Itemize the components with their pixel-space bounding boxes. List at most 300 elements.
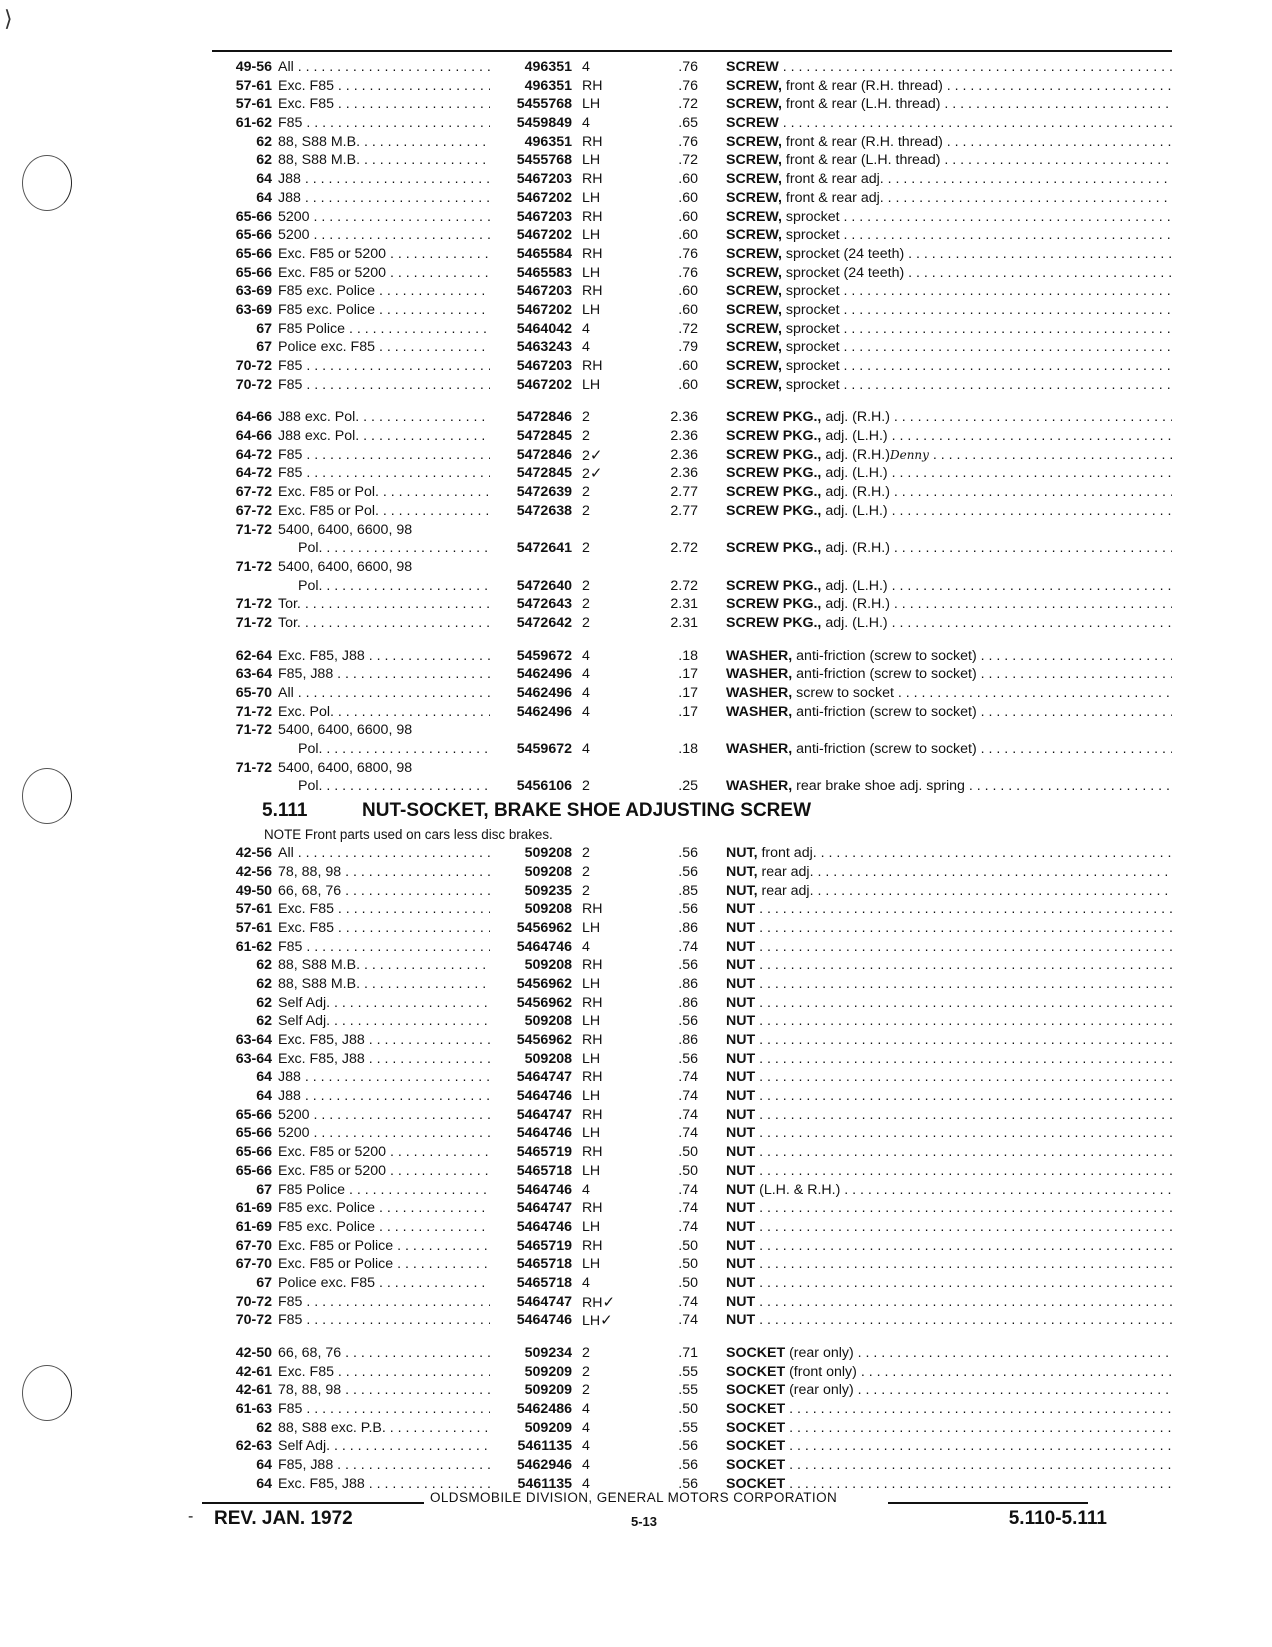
description-text [726,615,1172,631]
model-cell [278,1181,490,1200]
description-text [726,1200,1172,1216]
price-cell: .56 [678,845,698,862]
description-keyword: NUT [726,1200,756,1217]
description-detail: sprocket [781,301,840,318]
description-detail: (front only) [785,1363,857,1380]
table-row [198,1274,1174,1293]
price-cell: .74 [678,1181,698,1198]
quantity-text: LH [582,1013,601,1030]
description-keyword: WASHER, [726,703,793,720]
year-cell: 64 [256,171,272,188]
description-detail: sprocket [781,208,840,225]
model-text: Pol. . . . [298,578,490,594]
quantity-cell [582,684,612,703]
part-number-cell: 5464746 [516,1181,572,1198]
quantity-text: 2 [582,1382,590,1399]
description-text [726,59,1172,75]
description-keyword: NUT [726,1237,756,1254]
footer-section-range: 5.110-5.111 [1008,1508,1107,1529]
quantity-text: 4 [582,741,590,758]
model-cell [278,521,490,540]
description-cell [726,1218,1172,1237]
model-cell [278,721,490,740]
quantity-cell [582,77,612,96]
quantity-text: 2 [582,1345,590,1361]
part-number-cell: 509209 [524,1382,572,1399]
model-cell [278,1437,490,1456]
description-text [726,428,1172,444]
year-cell: 64 [256,1475,272,1492]
description-text [726,578,1172,594]
quantity-text: 4 [582,59,590,75]
model-cell [278,77,490,96]
price-cell: 2.36 [670,465,698,482]
quantity-text: 2 [582,428,590,445]
table-row [198,245,1174,264]
model-cell [278,1274,490,1293]
model-text: F85 . . . [278,447,490,463]
table-row [198,226,1174,245]
quantity-cell [582,1419,612,1438]
table-row [198,1106,1174,1125]
quantity-cell [582,1292,616,1313]
quantity-cell [582,189,612,208]
quantity-text: LH [582,376,601,393]
quantity-text: 4 [582,339,590,356]
quantity-cell [582,647,612,666]
description-detail: sprocket [781,376,840,393]
description-keyword: WASHER, [726,685,793,701]
table-row [198,189,1174,208]
description-text [726,503,1172,519]
description-text [726,339,1172,355]
model-cell [278,483,490,502]
price-cell: .86 [678,994,698,1011]
table-row [198,558,1174,577]
year-cell: 67 [256,1181,272,1198]
model-cell [278,502,490,521]
quantity-text: 2 [582,466,590,483]
description-keyword: NUT [726,957,756,974]
quantity-cell [582,1050,612,1069]
year-cell: 57-61 [235,901,272,918]
quantity-text: RH [582,1200,603,1217]
model-text: Pol. . . . [298,778,490,794]
quantity-cell [582,1400,612,1419]
model-cell [278,975,490,994]
year-cell: 63-64 [235,666,272,683]
quantity-text: 4 [582,115,590,132]
description-cell [726,740,1172,759]
description-text [726,1382,1172,1398]
part-number-cell: 509208 [524,863,572,880]
model-cell [278,170,490,189]
part-number-cell: 5464747 [516,1200,572,1217]
model-text: Tor. . . . [278,615,490,631]
year-cell: 67-70 [235,1237,272,1254]
quantity-text: RH [582,283,603,300]
price-cell: .56 [678,1475,698,1492]
description-cell [726,1087,1172,1106]
year-cell: 71-72 [235,596,272,613]
description-text [726,1013,1172,1029]
model-text: 5400, 6400, 6800, 98 [278,759,413,776]
description-detail: sprocket (24 teeth) [781,264,905,281]
description-keyword: SCREW, [726,96,782,113]
table-row [198,264,1174,283]
year-cell: 42-56 [235,845,272,862]
description-keyword: SCREW PKG., [726,614,822,631]
description-text [726,96,1172,112]
quantity-cell [582,95,612,114]
price-cell: .76 [678,264,698,281]
price-cell: .72 [678,96,698,113]
table-row [198,975,1174,994]
year-cell: 67-72 [235,484,272,501]
part-number-cell: 5465583 [516,264,572,281]
year-cell: 65-66 [235,1125,272,1142]
year-cell: 65-66 [235,1144,272,1161]
description-cell [726,301,1172,320]
quantity-cell [582,1031,612,1050]
part-number-cell: 5472846 [516,446,572,463]
model-text: Exc. F85 . . . [278,1364,490,1380]
description-keyword: SCREW, [726,358,782,374]
quantity-text: 4 [582,666,590,683]
model-text: F85 . . . [278,1401,490,1417]
description-text [726,1275,1172,1291]
price-cell: .50 [678,1256,698,1273]
quantity-text: RH [582,1069,603,1086]
model-cell [298,539,490,558]
price-cell: .74 [678,1218,698,1235]
table-row [198,956,1174,975]
description-keyword: SCREW, [726,189,782,206]
quantity-text: LH [582,1088,601,1105]
year-cell: 71-72 [235,722,272,739]
description-text [726,265,1172,281]
model-cell [278,759,490,778]
description-text [726,685,1172,701]
part-number-cell: 509208 [524,901,572,918]
model-text: Pol. . . . [298,540,490,556]
model-text: Self Adj. . . . [278,1013,490,1029]
description-keyword: SCREW PKG., [726,428,822,445]
year-cell: 61-69 [235,1200,272,1217]
description-text [726,409,1172,425]
description-text [726,1364,1172,1380]
description-keyword: SCREW, [726,320,782,337]
price-cell: .18 [678,741,698,758]
description-cell [726,464,1172,483]
quantity-cell [582,301,612,320]
quantity-text: 4 [582,320,590,337]
description-text [726,321,1172,337]
table-row [198,1199,1174,1218]
part-number-cell: 5472845 [516,465,572,482]
model-cell [278,1237,490,1256]
price-cell: .56 [678,1050,698,1067]
description-cell [726,919,1172,938]
description-text [726,1401,1172,1417]
description-text [726,957,1172,973]
price-cell: 2.36 [670,428,698,445]
model-text: 5200 . . . [278,209,490,225]
model-text: F85 Police . . . [278,321,490,337]
description-text [726,171,1172,187]
description-cell [726,1437,1172,1456]
model-cell [278,684,490,703]
description-keyword: SCREW PKG., [726,484,822,501]
model-cell [278,1344,490,1363]
model-text: Exc. F85 or 5200 . . . [278,265,490,281]
quantity-cell [582,133,612,152]
description-text [726,1088,1172,1104]
model-cell [278,1400,490,1419]
model-cell [278,882,490,901]
quantity-cell [582,446,612,466]
part-number-cell: 5464746 [516,1218,572,1235]
table-row [198,208,1174,227]
price-cell: .76 [678,59,698,75]
model-cell [278,1199,490,1218]
description-cell [726,320,1172,339]
quantity-cell [582,427,612,446]
part-number-cell: 5467202 [516,227,572,244]
year-cell: 42-61 [235,1363,272,1380]
quantity-text: 4 [582,1475,590,1492]
part-number-cell: 5462496 [516,685,572,701]
table-row [198,863,1174,882]
price-cell: .50 [678,1401,698,1418]
model-text: F85 . . . [278,1312,490,1328]
model-text: Exc. F85 or 5200 . . . [278,246,490,262]
description-text [726,1125,1172,1141]
quantity-cell [582,58,612,77]
description-cell [726,170,1172,189]
table-row [198,1124,1174,1143]
description-keyword: SCREW [726,59,779,75]
price-cell: .74 [678,1106,698,1123]
part-number-cell: 5467203 [516,358,572,374]
part-number-cell: 509208 [524,1013,572,1030]
table-row [198,77,1174,96]
description-cell [726,1456,1172,1475]
quantity-cell [582,1181,612,1200]
description-keyword: SCREW, [726,283,782,300]
year-cell: 64 [256,1069,272,1086]
year-cell: 42-56 [235,863,272,880]
description-cell [726,427,1172,446]
quantity-text: 4 [582,1419,590,1436]
part-number-cell: 496351 [524,77,572,94]
description-keyword: NUT [726,1256,756,1273]
description-cell [726,1181,1172,1200]
description-cell [726,408,1172,427]
description-text [726,1182,1172,1198]
description-keyword: SCREW, [726,245,782,262]
part-number-cell: 5462496 [516,703,572,720]
table-row [198,1437,1174,1456]
description-text [726,1238,1172,1254]
description-keyword: SOCKET [726,1363,786,1380]
price-cell: .55 [678,1419,698,1436]
quantity-text: LH [582,264,601,281]
description-keyword: SCREW, [726,376,782,393]
section-note: NOTE Front parts used on cars less disc brakes. [264,827,553,843]
description-detail: sprocket [781,320,840,337]
price-cell: .76 [678,77,698,94]
model-cell [278,1162,490,1181]
footer-page-number: 5-13 [631,1514,658,1529]
table-row [198,919,1174,938]
description-text [726,995,1172,1011]
model-cell [278,408,490,427]
part-number-cell: 5472643 [516,596,572,613]
quantity-text: LH [582,1125,601,1142]
part-number-cell: 5461135 [517,1438,572,1455]
model-text: 5400, 6400, 6600, 98 [278,722,413,739]
description-detail: front adj. [757,845,817,862]
description-keyword: SCREW, [726,152,782,169]
description-keyword: NUT, [726,845,758,862]
year-cell: 61-69 [235,1218,272,1235]
description-cell [726,189,1172,208]
year-cell: 63-64 [235,1050,272,1067]
year-cell: 65-66 [235,208,272,225]
model-cell [278,189,490,208]
model-text: Exc. F85, J88 . . . [278,1032,490,1048]
description-keyword: NUT [726,1218,756,1235]
part-number-cell: 5464747 [516,1293,572,1310]
description-keyword: SOCKET [726,1419,786,1436]
quantity-cell [582,226,612,245]
description-cell [726,446,1172,465]
quantity-text: LH [582,301,601,318]
part-number-cell: 5463243 [516,339,572,356]
quantity-text: LH [582,1162,601,1179]
model-text: 66, 68, 76 . . . [278,1345,490,1361]
model-text: Tor. . . . [278,596,490,612]
part-number-cell: 5472845 [516,428,572,445]
model-text: F85 Police . . . [278,1182,490,1198]
model-cell [278,1031,490,1050]
model-cell [278,938,490,957]
description-keyword: SCREW, [726,264,782,281]
description-text [726,115,1172,131]
description-detail: anti-friction (screw to socket) [792,666,977,683]
description-cell [726,1012,1172,1031]
quantity-cell [582,338,612,357]
model-cell [278,919,490,938]
quantity-cell [582,376,612,395]
quantity-cell [582,1363,612,1382]
table-row [198,338,1174,357]
price-cell: .55 [678,1382,698,1399]
quantity-text: RH [582,994,603,1011]
description-detail: anti-friction (screw to socket) [792,703,977,720]
model-cell [278,133,490,152]
description-cell [726,58,1172,77]
description-cell [726,208,1172,227]
description-text [726,1163,1172,1179]
model-cell [278,58,490,77]
model-cell [278,446,490,465]
part-number-cell: 496351 [524,59,572,75]
table-row [198,665,1174,684]
table-row [198,301,1174,320]
table-row [198,1181,1174,1200]
description-text [726,377,1172,393]
description-keyword: SCREW, [726,171,782,188]
part-number-cell: 5455768 [516,96,572,113]
section-number: 5.111 [262,800,308,822]
model-text: Self Adj. . . . [278,995,490,1011]
description-keyword: WASHER, [726,647,793,664]
part-number-cell: 5465718 [516,1256,572,1273]
model-text: F85 exc. Police . . . [278,302,490,318]
table-row [198,900,1174,919]
socket-group [198,1344,1174,1494]
description-detail: sprocket [781,283,840,300]
price-cell: 2.72 [670,540,698,557]
description-cell [726,994,1172,1013]
description-text [726,209,1172,225]
price-cell: .76 [678,133,698,150]
price-cell: .50 [678,1237,698,1254]
quantity-text: LH [582,975,601,992]
description-keyword: SCREW, [726,227,782,244]
table-row [198,151,1174,170]
model-cell [278,301,490,320]
description-text [726,246,1172,262]
model-text: Pol. . . . [298,741,490,757]
description-text [726,741,1172,757]
description-keyword: NUT [726,1274,756,1291]
model-cell [278,464,490,483]
quantity-cell [582,502,612,521]
description-cell [726,614,1172,633]
description-keyword: NUT [726,1312,756,1329]
description-detail: adj. (L.H.) [821,502,888,519]
description-text [726,1294,1172,1310]
description-keyword: NUT [726,938,756,955]
model-cell [278,114,490,133]
description-detail: adj. (R.H.) [821,484,890,501]
price-cell: .17 [678,685,698,701]
price-cell: .60 [678,358,698,374]
year-cell: 64 [256,1457,272,1474]
model-cell [278,338,490,357]
year-cell: 49-56 [235,59,272,75]
quantity-cell [582,919,612,938]
screw-package-group [198,408,1174,632]
quantity-cell [582,1106,612,1125]
table-row [198,614,1174,633]
description-keyword: SCREW, [726,301,782,318]
description-cell [726,595,1172,614]
description-detail: sprocket (24 teeth) [781,245,905,262]
price-cell: .74 [678,1312,698,1329]
quantity-cell [582,1124,612,1143]
model-cell [278,558,490,577]
quantity-cell [582,994,612,1013]
corner-mark: ⟩ [4,6,13,31]
description-keyword: SOCKET [726,1475,786,1492]
quantity-text: 2 [582,484,590,501]
quantity-text: RH [582,133,603,150]
description-cell [726,1143,1172,1162]
